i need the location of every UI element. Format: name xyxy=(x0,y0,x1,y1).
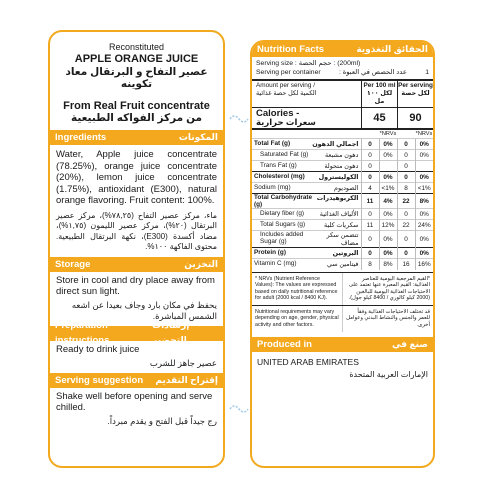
nutrient-name: Trans Fat (g) xyxy=(260,162,297,169)
serving-suggestion-text: Shake well before opening and serve chilled. xyxy=(56,390,213,413)
nutrient-vs: 0 xyxy=(397,248,415,259)
nutrient-label xyxy=(252,139,361,150)
nutrient-name: Sodium (mg) xyxy=(254,184,291,191)
preparation-header xyxy=(50,320,223,346)
nutrient-vs: 0 xyxy=(397,150,415,161)
calories-row xyxy=(252,108,433,128)
nutrient-vs: 0 xyxy=(397,139,415,150)
nutrient-p100: <1% xyxy=(379,183,397,194)
nutrition-panel xyxy=(250,40,435,468)
nutrient-p100: 12% xyxy=(379,220,397,231)
nutrient-v100: 8 xyxy=(361,259,379,270)
ingredients-header-ar: المكونات xyxy=(178,132,218,142)
nutrient-ps: <1% xyxy=(415,183,433,194)
nutrient-label xyxy=(252,161,361,172)
serving-size-row xyxy=(252,59,433,68)
calories-label: Calories - xyxy=(256,108,300,119)
produced-in-header xyxy=(252,337,433,352)
nutrient-name-ar: دهون متحولة xyxy=(324,163,359,170)
serving-suggestion-header xyxy=(50,373,223,388)
nutrient-row xyxy=(252,161,433,172)
requirements-note xyxy=(252,306,433,332)
serving-suggestion-header-ar: إقتراح التقديم xyxy=(155,374,218,385)
nutrient-p100: 0% xyxy=(379,139,397,150)
nutrient-name-ar: الكوليسترول xyxy=(318,174,359,181)
nutrient-name-ar: دهون مشبعة xyxy=(324,152,359,159)
nutrient-label xyxy=(252,194,361,209)
serving-suggestion-header-en: Serving suggestion xyxy=(55,374,144,386)
nutrient-name: Dietary fiber (g) xyxy=(260,210,305,217)
nutrient-row xyxy=(252,220,433,231)
nutrient-label xyxy=(252,150,361,161)
ingredients-text: Water, Apple juice concentrate (78.25%), orange juice concentrate (20%), lemon juice concentrate (1.75%), antioxidant (E300), natural orange flavoring. Fruit content: 100%. xyxy=(56,149,217,206)
nrv-note-ar: *القيم المرجعية اليومية للعناصر الغذائية: القيم المعبرة عنها تعتمد على الاحتياجات الغذائية اليومية للبالغين (2000 كيلو كالوري / 8400 كيلو جول). xyxy=(342,273,433,305)
wave-decoration-icon xyxy=(228,398,250,420)
nrv-note-en: * NRVs (Nutrient Reference Values): The values are expressed based on daily nutritional reference for adult (2000 kcal / 8400 KJ). xyxy=(255,275,338,302)
servings-per-container-label-ar: عدد الحصص في العبوة : xyxy=(338,69,407,76)
product-title-ar: عصير التفاح و البرتقال معاد تكوينه xyxy=(65,66,208,90)
nutrient-vs: 22 xyxy=(397,220,415,231)
nutrient-vs: 0 xyxy=(397,161,415,172)
nutrient-name: Total Sugars (g) xyxy=(260,221,306,228)
nutrient-row xyxy=(252,209,433,220)
nutrient-label xyxy=(252,172,361,183)
nutrient-ps: 0% xyxy=(415,139,433,150)
nrv-label-serving: *NRVs xyxy=(415,131,433,137)
nutrient-v100: 0 xyxy=(361,172,379,183)
nutrient-name-ar: البروتين xyxy=(332,250,359,257)
nutrient-name: Protein (g) xyxy=(254,249,286,256)
product-type: Reconstituted xyxy=(108,42,165,52)
nutrient-ps: 0% xyxy=(415,172,433,183)
per-100ml-header: Per 100 ml xyxy=(363,82,396,89)
nutrient-ps xyxy=(415,161,433,172)
nutrient-p100 xyxy=(379,161,397,172)
serving-suggestion-text-ar: رج جيداً قبل الفتح و يقدم مبرداً. xyxy=(107,415,217,426)
produced-in-country: UNITED ARAB EMIRATES xyxy=(257,356,359,367)
nutrient-name: Saturated Fat (g) xyxy=(260,151,309,158)
nutrient-ps: 0% xyxy=(415,248,433,259)
storage-header-ar: التخزين xyxy=(184,258,218,269)
ingredients-header xyxy=(50,130,223,145)
wave-decoration-icon xyxy=(228,108,250,130)
produced-in-header-en: Produced in xyxy=(257,338,312,350)
preparation-text: Ready to drink juice xyxy=(56,343,140,355)
nutrient-vs: 16 xyxy=(397,259,415,270)
nrv-label-100ml: *NRVs xyxy=(379,131,397,137)
nutrient-ps: 24% xyxy=(415,220,433,231)
ingredients-text-ar: ماء، مركز عصير التفاح (٧٨,٢٥%)، مركز عصير البرتقال (٢٠%)، مركز عصير الليمون (١,٧٥%)، مضاد أكسدة (E300)، نكهة البرتقال الطبيعية. محتوى الفاكهة ١٠٠%. xyxy=(56,210,218,251)
nrv-note xyxy=(252,273,433,305)
nutrient-label xyxy=(252,183,361,194)
preparation-header-ar: إرشادات التحضير xyxy=(152,320,190,345)
nutrient-name: Total Fat (g) xyxy=(254,140,291,147)
nutrient-name-ar: الألياف الغذائية xyxy=(319,211,359,218)
servings-per-container-row xyxy=(252,68,433,77)
nutrient-v100: 0 xyxy=(361,209,379,220)
nutrition-header-ar: الحقائق التغذوية xyxy=(356,44,428,54)
nutrient-vs: 0 xyxy=(397,231,415,248)
product-subtitle: From Real Fruit concentrate xyxy=(63,100,210,112)
per-serving-header: Per serving xyxy=(398,82,433,89)
nutrient-table xyxy=(252,138,433,270)
produced-in-country-ar: الإمارات العربية المتحدة xyxy=(349,369,428,379)
nutrient-vs: 8 xyxy=(397,183,415,194)
nutrient-v100: 0 xyxy=(361,161,379,172)
nutrient-p100: 4% xyxy=(379,194,397,209)
product-info-panel xyxy=(48,30,225,468)
column-header-row xyxy=(252,81,433,107)
nutrient-row xyxy=(252,248,433,259)
storage-text-ar: يحفظ في مكان بارد وجاف بعيدا عن اشعه الشمس المباشرة. xyxy=(71,299,217,321)
nutrient-v100: 11 xyxy=(361,194,379,209)
nutrient-name: Vitamin C (mg) xyxy=(254,260,297,268)
ingredients-header-en: Ingredients xyxy=(55,132,107,143)
nutrient-row xyxy=(252,183,433,194)
preparation-text-ar: عصير جاهز للشرب xyxy=(149,357,217,368)
nutrient-ps: 16% xyxy=(415,259,433,270)
nutrient-v100: 11 xyxy=(361,220,379,231)
nutrition-header-en: Nutrition Facts xyxy=(257,44,325,55)
serving-size: Serving size : حجم الحصة : (200ml) xyxy=(256,60,361,67)
nutrient-ps: 0% xyxy=(415,231,433,248)
nutrient-name-ar: تتضمن سكر مضاف xyxy=(326,232,359,247)
nutrient-name: Includes added Sugar (g) xyxy=(260,231,304,245)
storage-header xyxy=(50,257,223,272)
nutrition-header xyxy=(252,42,433,57)
nutrient-vs: 0 xyxy=(397,209,415,220)
servings-per-container-value: 1 xyxy=(425,69,429,76)
calories-label-ar: سعرات حرارية xyxy=(256,117,316,127)
nutrient-vs: 0 xyxy=(397,172,415,183)
nutrient-label xyxy=(252,231,361,248)
nutrient-label xyxy=(252,209,361,220)
nutrient-v100: 0 xyxy=(361,248,379,259)
servings-per-container-label: Serving per container xyxy=(256,69,321,76)
nutrient-label xyxy=(252,259,361,270)
nutrient-ps: 0% xyxy=(415,209,433,220)
nutrient-v100: 0 xyxy=(361,231,379,248)
nutrient-v100: 0 xyxy=(361,150,379,161)
nutrient-name: Cholesterol (mg) xyxy=(254,173,305,180)
nutrient-v100: 4 xyxy=(361,183,379,194)
nutrient-row xyxy=(252,150,433,161)
nutrient-name-ar: فيتامين سي xyxy=(326,261,359,269)
nutrient-p100: 0% xyxy=(379,248,397,259)
nutrient-row xyxy=(252,139,433,150)
produced-in-header-ar: صنع في xyxy=(391,338,428,349)
nutrient-ps: 8% xyxy=(415,194,433,209)
calories-per-serving: 90 xyxy=(397,108,433,128)
nutrient-row xyxy=(252,231,433,248)
amount-per-serving-label: Amount per serving / xyxy=(256,82,315,89)
storage-text: Store in cool and dry place away from direct sun light. xyxy=(56,274,215,297)
requirements-note-ar: قد تختلف الاحتياجات الغذائية وفقاً للعمر والجنس والنشاط البدني وعوامل أخرى. xyxy=(342,306,433,332)
nutrient-row xyxy=(252,259,433,270)
per-100ml-header-ar: لكل ١٠٠ مل xyxy=(366,90,393,105)
amount-per-serving-label-ar: الكمية لكل حصة غذائية xyxy=(256,90,317,97)
nutrient-row xyxy=(252,194,433,209)
calories-per-100ml: 45 xyxy=(361,108,397,128)
nutrient-p100: 0% xyxy=(379,209,397,220)
nutrient-p100: 8% xyxy=(379,259,397,270)
nutrient-name-ar: الكربوهيدرات xyxy=(316,195,359,202)
preparation-header-en: Preparation instructions xyxy=(55,320,110,346)
storage-header-en: Storage xyxy=(55,258,91,270)
nutrient-v100: 0 xyxy=(361,139,379,150)
product-title: APPLE ORANGE JUICE xyxy=(74,53,199,65)
per-serving-header-ar: لكل حصة xyxy=(401,90,430,97)
nutrient-label xyxy=(252,220,361,231)
nutrient-name-ar: اجمالي الدهون xyxy=(312,141,359,148)
product-subtitle-ar: من مركز الفواكه الطبيعية xyxy=(70,112,203,124)
nutrient-label xyxy=(252,248,361,259)
nutrient-p100: 0% xyxy=(379,231,397,248)
nutrient-p100: 0% xyxy=(379,172,397,183)
nutrient-row xyxy=(252,172,433,183)
nutrient-name-ar: الصوديوم xyxy=(334,185,359,192)
nutrient-ps: 0% xyxy=(415,150,433,161)
requirements-note-en: Nutritional requirements may vary depending on age, gender, physical activity and other factors. xyxy=(255,308,339,329)
nrv-header-row xyxy=(252,130,433,138)
nutrient-vs: 22 xyxy=(397,194,415,209)
nutrient-name-ar: سكريات كلية xyxy=(324,222,359,229)
nutrient-p100: 0% xyxy=(379,150,397,161)
nutrient-name: Total Carbohydrate (g) xyxy=(254,194,313,208)
